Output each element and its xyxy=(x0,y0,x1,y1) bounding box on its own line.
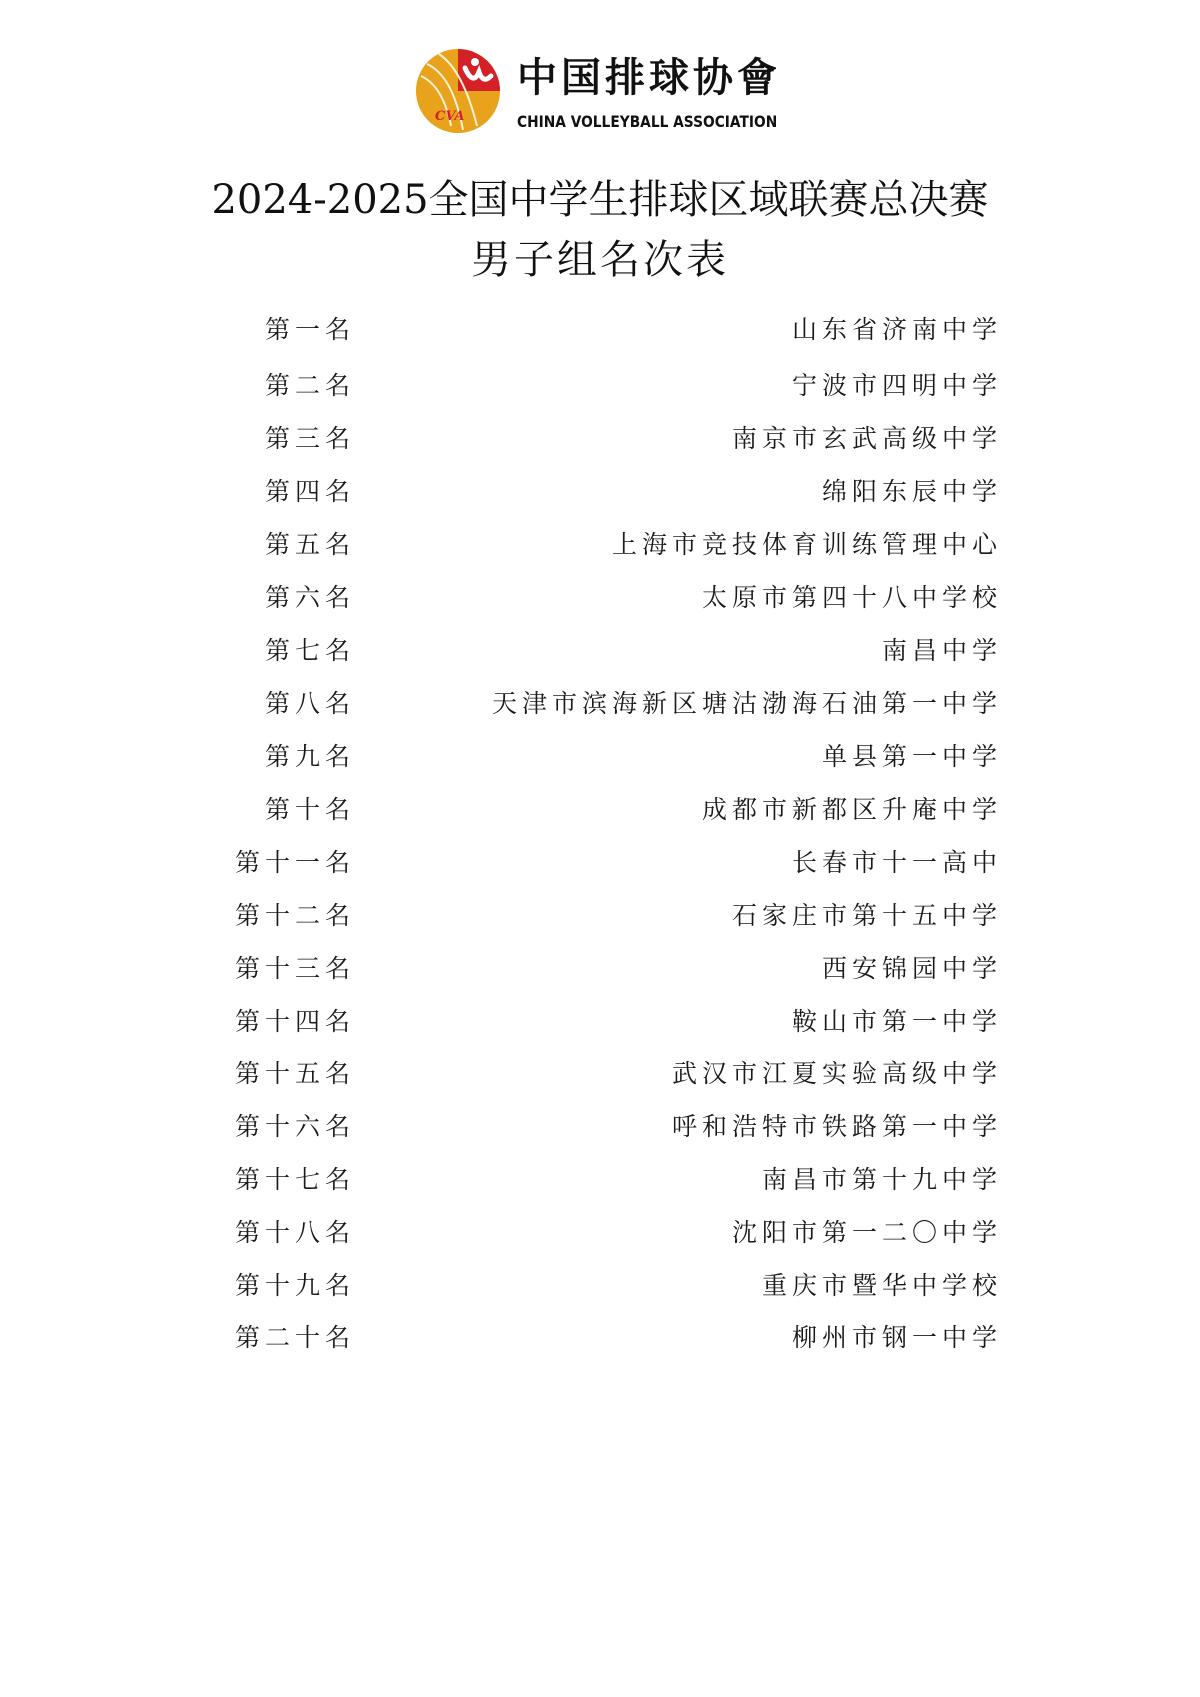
rank-label: 第一名 xyxy=(264,315,355,344)
rank-label: 第八名 xyxy=(264,689,355,718)
logo-chinese-name: 中国排球协會 xyxy=(517,55,781,101)
ranking-row xyxy=(0,310,1200,350)
ranking-row xyxy=(0,578,1200,618)
school-name: 南昌中学 xyxy=(881,636,1002,665)
rank-label: 第十八名 xyxy=(234,1218,355,1247)
school-name: 柳州市钢一中学 xyxy=(791,1323,1002,1352)
ranking-row xyxy=(0,419,1200,459)
ranking-row xyxy=(0,737,1200,777)
ranking-row xyxy=(0,843,1200,883)
svg-text:CVA: CVA xyxy=(435,109,465,124)
rank-label: 第六名 xyxy=(264,583,355,612)
ranking-row xyxy=(0,525,1200,565)
school-name: 山东省济南中学 xyxy=(791,315,1002,344)
school-name: 单县第一中学 xyxy=(821,742,1002,771)
rank-label: 第七名 xyxy=(264,636,355,665)
rank-label: 第十二名 xyxy=(234,901,355,930)
ranking-row xyxy=(0,684,1200,724)
rank-label: 第十三名 xyxy=(234,954,355,983)
school-name: 南京市玄武高级中学 xyxy=(731,424,1002,453)
rank-label: 第四名 xyxy=(264,477,355,506)
ranking-row xyxy=(0,1318,1200,1358)
ranking-row xyxy=(0,472,1200,512)
school-name: 绵阳东辰中学 xyxy=(821,477,1002,506)
school-name: 成都市新都区升庵中学 xyxy=(701,795,1002,824)
ranking-row xyxy=(0,896,1200,936)
ranking-row xyxy=(0,1213,1200,1253)
volleyball-emblem-icon xyxy=(413,46,503,136)
logo-english-name: CHINA VOLLEYBALL ASSOCIATION xyxy=(517,112,778,131)
school-name: 长春市十一高中 xyxy=(791,848,1002,877)
school-name: 沈阳市第一二〇中学 xyxy=(731,1218,1002,1247)
rank-label: 第十六名 xyxy=(234,1112,355,1141)
school-name: 南昌市第十九中学 xyxy=(761,1165,1002,1194)
rank-label: 第五名 xyxy=(264,530,355,559)
page-subtitle: 男子组名次表 xyxy=(471,237,729,283)
rank-label: 第十四名 xyxy=(234,1007,355,1036)
rank-label: 第三名 xyxy=(264,424,355,453)
school-name: 呼和浩特市铁路第一中学 xyxy=(671,1112,1002,1141)
rank-label: 第十九名 xyxy=(234,1271,355,1300)
school-name: 西安锦园中学 xyxy=(821,954,1002,983)
rank-label: 第十五名 xyxy=(234,1059,355,1088)
ranking-row xyxy=(0,366,1200,406)
association-logo xyxy=(413,46,781,142)
rank-label: 第二十名 xyxy=(234,1323,355,1352)
ranking-row xyxy=(0,1002,1200,1042)
school-name: 重庆市暨华中学校 xyxy=(761,1271,1002,1300)
ranking-row xyxy=(0,1054,1200,1094)
school-name: 上海市竞技体育训练管理中心 xyxy=(611,530,1002,559)
ranking-row xyxy=(0,1107,1200,1147)
rank-label: 第二名 xyxy=(264,371,355,400)
ranking-row xyxy=(0,1160,1200,1200)
school-name: 石家庄市第十五中学 xyxy=(731,901,1002,930)
school-name: 宁波市四明中学 xyxy=(791,371,1002,400)
page-title: 2024-2025全国中学生排球区域联赛总决赛 xyxy=(211,177,989,223)
rank-label: 第十一名 xyxy=(234,848,355,877)
ranking-row xyxy=(0,1266,1200,1306)
ranking-row xyxy=(0,790,1200,830)
school-name: 太原市第四十八中学校 xyxy=(701,583,1002,612)
school-name: 天津市滨海新区塘沽渤海石油第一中学 xyxy=(491,689,1002,718)
rank-label: 第十名 xyxy=(264,795,355,824)
school-name: 鞍山市第一中学 xyxy=(791,1007,1002,1036)
ranking-row xyxy=(0,631,1200,671)
ranking-row xyxy=(0,949,1200,989)
rank-label: 第十七名 xyxy=(234,1165,355,1194)
rank-label: 第九名 xyxy=(264,742,355,771)
school-name: 武汉市江夏实验高级中学 xyxy=(671,1059,1002,1088)
